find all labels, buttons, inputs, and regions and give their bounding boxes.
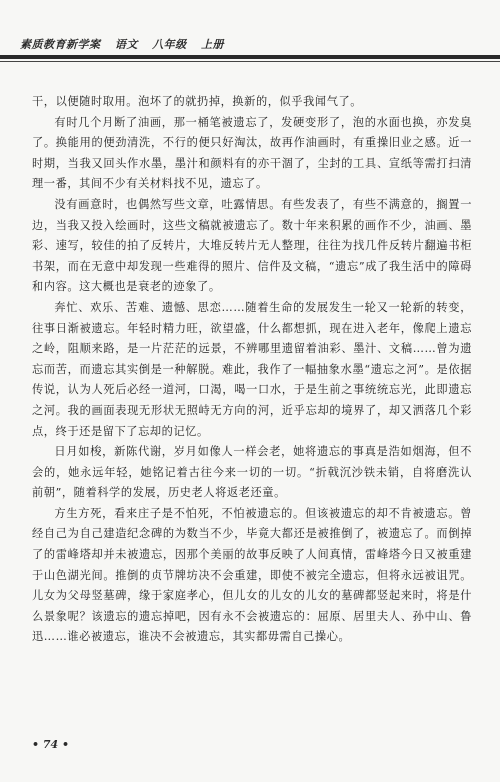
volume-name: 上册 [201,38,225,51]
header-rule-thick [0,55,500,59]
subject-name: 语文 [114,38,138,51]
body-text [32,92,472,648]
page-number: • 74 • [32,738,70,751]
series-name: 素质教育新学案 [20,38,101,51]
paragraph: 有时几个月断了油画，那一桶笔被遗忘了，发硬变形了，泡的水面也换，亦发臭了。换能用的便劲清洗，不行的便只好淘汰，故再作油画时，有重操旧业之感。近一时期，当我又回头作水墨，墨汁和颜料有的亦干涸了，尘封的工具、宣纸等需打扫清理一番，其间不少有关材料找不见，遗忘了。 [32,115,472,191]
running-header [0,0,500,68]
paragraph: 没有画意时，也偶然写些文章，吐露情思。有些发表了，有些不满意的，搁置一边，当我又投入绘画时，这些文稿就被遗忘了。数十年来积累的画作不少，油画、墨彩、速写，较佳的拍了反转片，大堆反转片无人整理，往往为找几件反转片翻遍书柜书架，而在无意中却发现一些难得的照片、信件及文稿，“遗忘”成了我生活中的障碍和内容。这大概也是衰老的迹象了。 [32,197,472,294]
paragraph: 日月如梭，新陈代谢，岁月如像人一样会老，她将遗忘的事真是浩如烟海，但不会的，她永远年轻，她铭记着古往今来一切的一切。“折戟沉沙铁未销，自将磨洗认前朝”，随着科学的发展，历史老人将返老还童。 [32,445,472,500]
paragraph: 方生方死，看来庄子是不怕死，不怕被遗忘的。但该被遗忘的却不肯被遗忘。曾经自己为自己建造纪念碑的为数当不少，毕竟大都还是被推倒了，被遗忘了。而倒掉了的雷峰塔却并未被遗忘，因那个美丽的故事反映了人间真情，雷峰塔今日又被重建于山色湖光间。推倒的贞节牌坊决不会重建，即使不被完全遗忘，但将永远被诅咒。儿女为父母竖墓碑，缘于家庭孝心，但儿女的儿女的儿女的墓碑都竖起来时，将是什么景象呢？该遗忘的遗忘掉吧，因有永不会被遗忘的：屈原、居里夫人、孙中山、鲁迅……谁必被遗忘，谁决不会被遗忘，其实都毋需自己操心。 [32,506,472,644]
paragraph: 奔忙、欢乐、苦难、遗憾、思恋……随着生命的发展发生一轮又一轮新的转变，往事日渐被遗忘。年轻时精力旺，欲望盛，什么都想抓，现在进入老年，像爬上遗忘之岭，阻顺来路，是一片茫茫的远景，不辨哪里遗留着油彩、墨汁、文稿……曾为遗忘而苦，而遗忘其实倒是一种解脱。难此，我作了一幅抽象水墨“遗忘之河”。是依据传说，认为人死后必经一道河，口渴，喝一口水，于是生前之事统统忘光，此即遗忘之河。我的画面表现无形状无照峙无方向的河，近乎忘却的境界了，却又洒落几个彩点，终于还是留下了忘却的记忆。 [32,300,472,438]
grade-name: 八年级 [152,38,187,51]
paragraph: 干，以便随时取用。泡坏了的就扔掉，换新的，似乎我闻气了。 [32,95,363,108]
header-title [20,36,234,52]
header-rule-thin [0,61,500,62]
